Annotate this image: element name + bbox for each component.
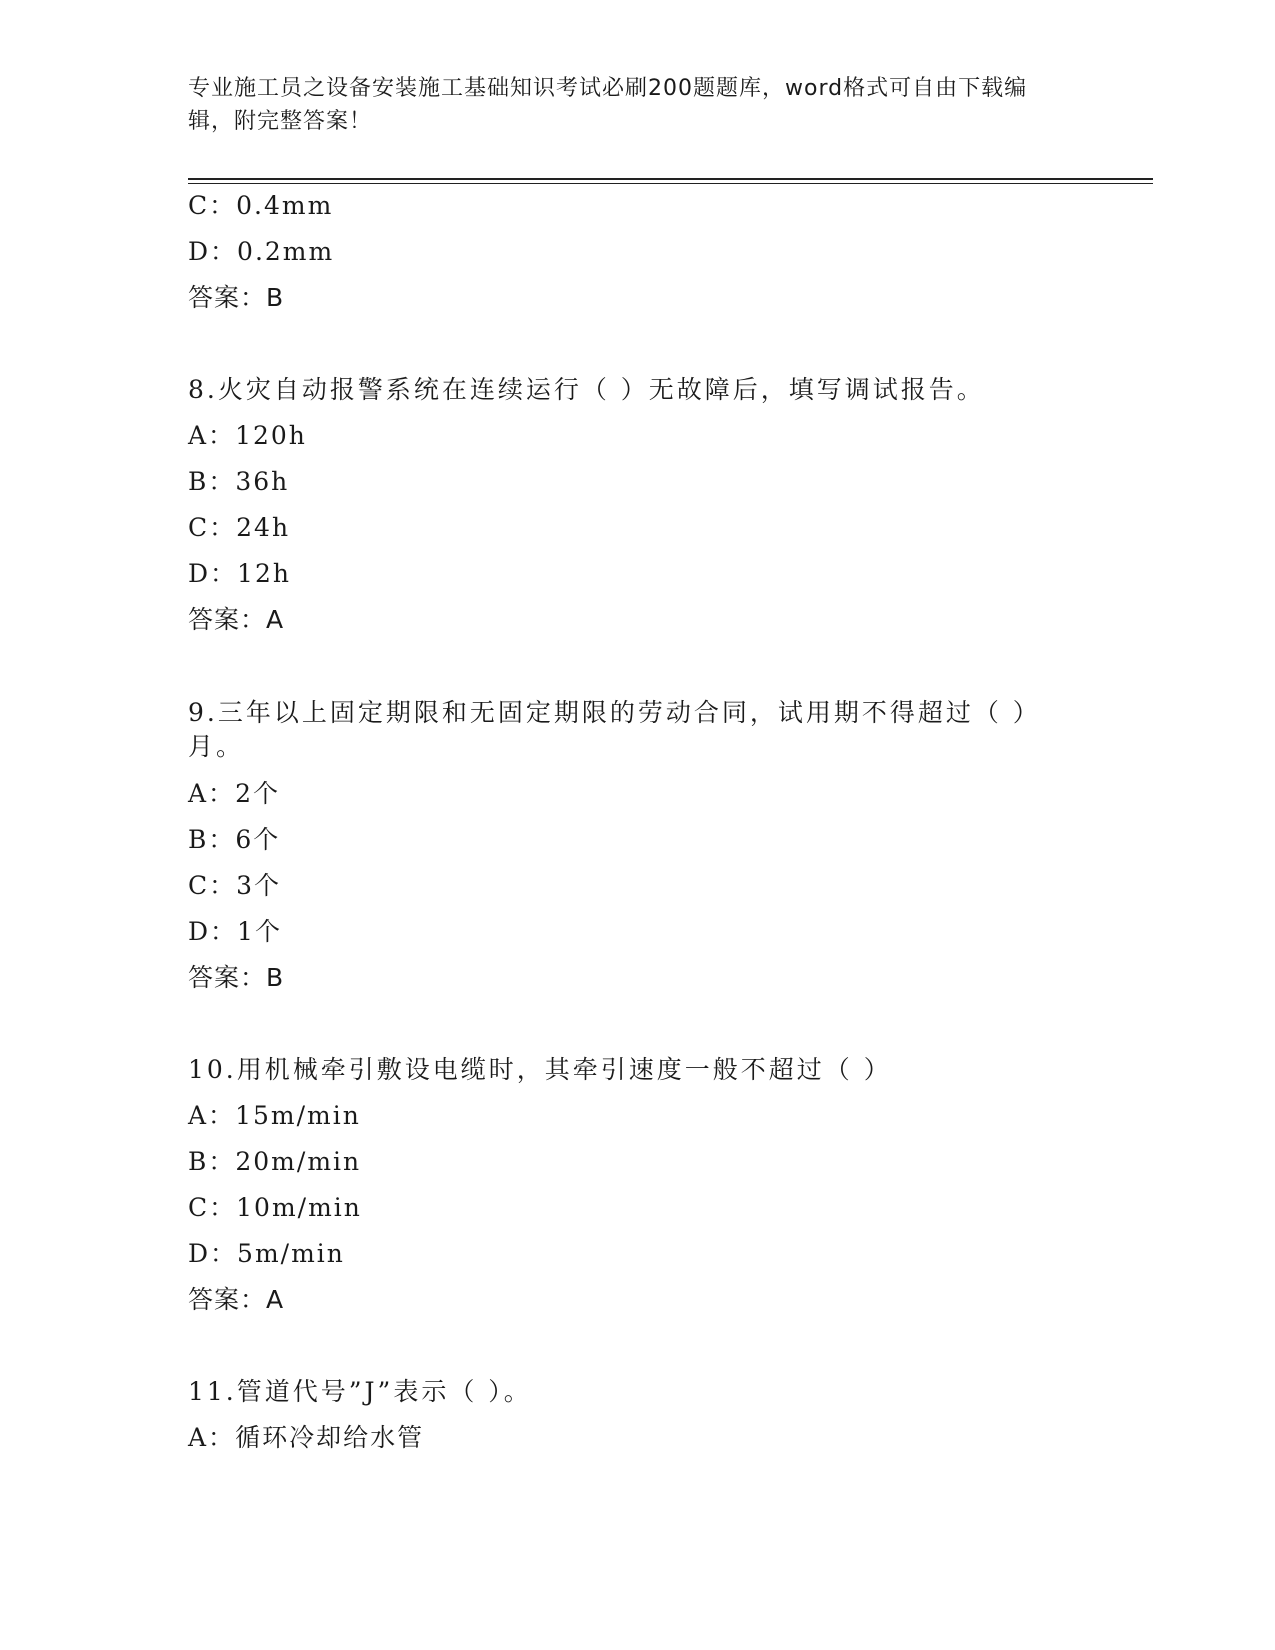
option-a: A：循环冷却给水管 xyxy=(188,1423,425,1452)
option-b: B：6个 xyxy=(188,825,281,854)
answer-line: 答案：A xyxy=(188,1285,285,1314)
question-title: 8.火灾自动报警系统在连续运行（ ）无故障后，填写调试报告。 xyxy=(188,375,985,404)
option-d: D：0.2mm xyxy=(188,237,335,266)
option-c: C：10m/min xyxy=(188,1193,362,1222)
question-8 xyxy=(188,374,1108,650)
question-title: 9.三年以上固定期限和无固定期限的劳动合同，试用期不得超过（ ）月。 xyxy=(188,698,1041,761)
header-divider-thick xyxy=(188,178,1153,180)
option-d: D：1个 xyxy=(188,917,282,946)
option-d: D：5m/min xyxy=(188,1239,345,1268)
option-b: B：20m/min xyxy=(188,1147,362,1176)
question-10 xyxy=(188,1054,1108,1330)
option-a: A：2个 xyxy=(188,779,280,808)
header-divider-thin xyxy=(188,183,1153,184)
option-a: A：120h xyxy=(188,421,307,450)
option-b: B：36h xyxy=(188,467,290,496)
answer-line: 答案：B xyxy=(188,963,285,992)
question-title: 10.用机械牵引敷设电缆时，其牵引速度一般不超过（ ） xyxy=(188,1055,892,1084)
option-d: D：12h xyxy=(188,559,291,588)
question-list xyxy=(188,190,1108,1468)
answer-line: 答案：B xyxy=(188,283,285,312)
question-9 xyxy=(188,696,1108,1008)
option-c: C：24h xyxy=(188,513,291,542)
question-7-continuation xyxy=(188,190,1108,328)
document-header: 专业施工员之设备安装施工基础知识考试必刷200题题库，word格式可自由下载编辑，附完整答案！ xyxy=(188,76,1028,134)
option-a: A：15m/min xyxy=(188,1101,361,1130)
option-c: C：3个 xyxy=(188,871,282,900)
question-title: 11.管道代号”J”表示（ ）。 xyxy=(188,1377,532,1406)
answer-line: 答案：A xyxy=(188,605,285,634)
question-11 xyxy=(188,1376,1108,1468)
option-c: C：0.4mm xyxy=(188,191,334,220)
